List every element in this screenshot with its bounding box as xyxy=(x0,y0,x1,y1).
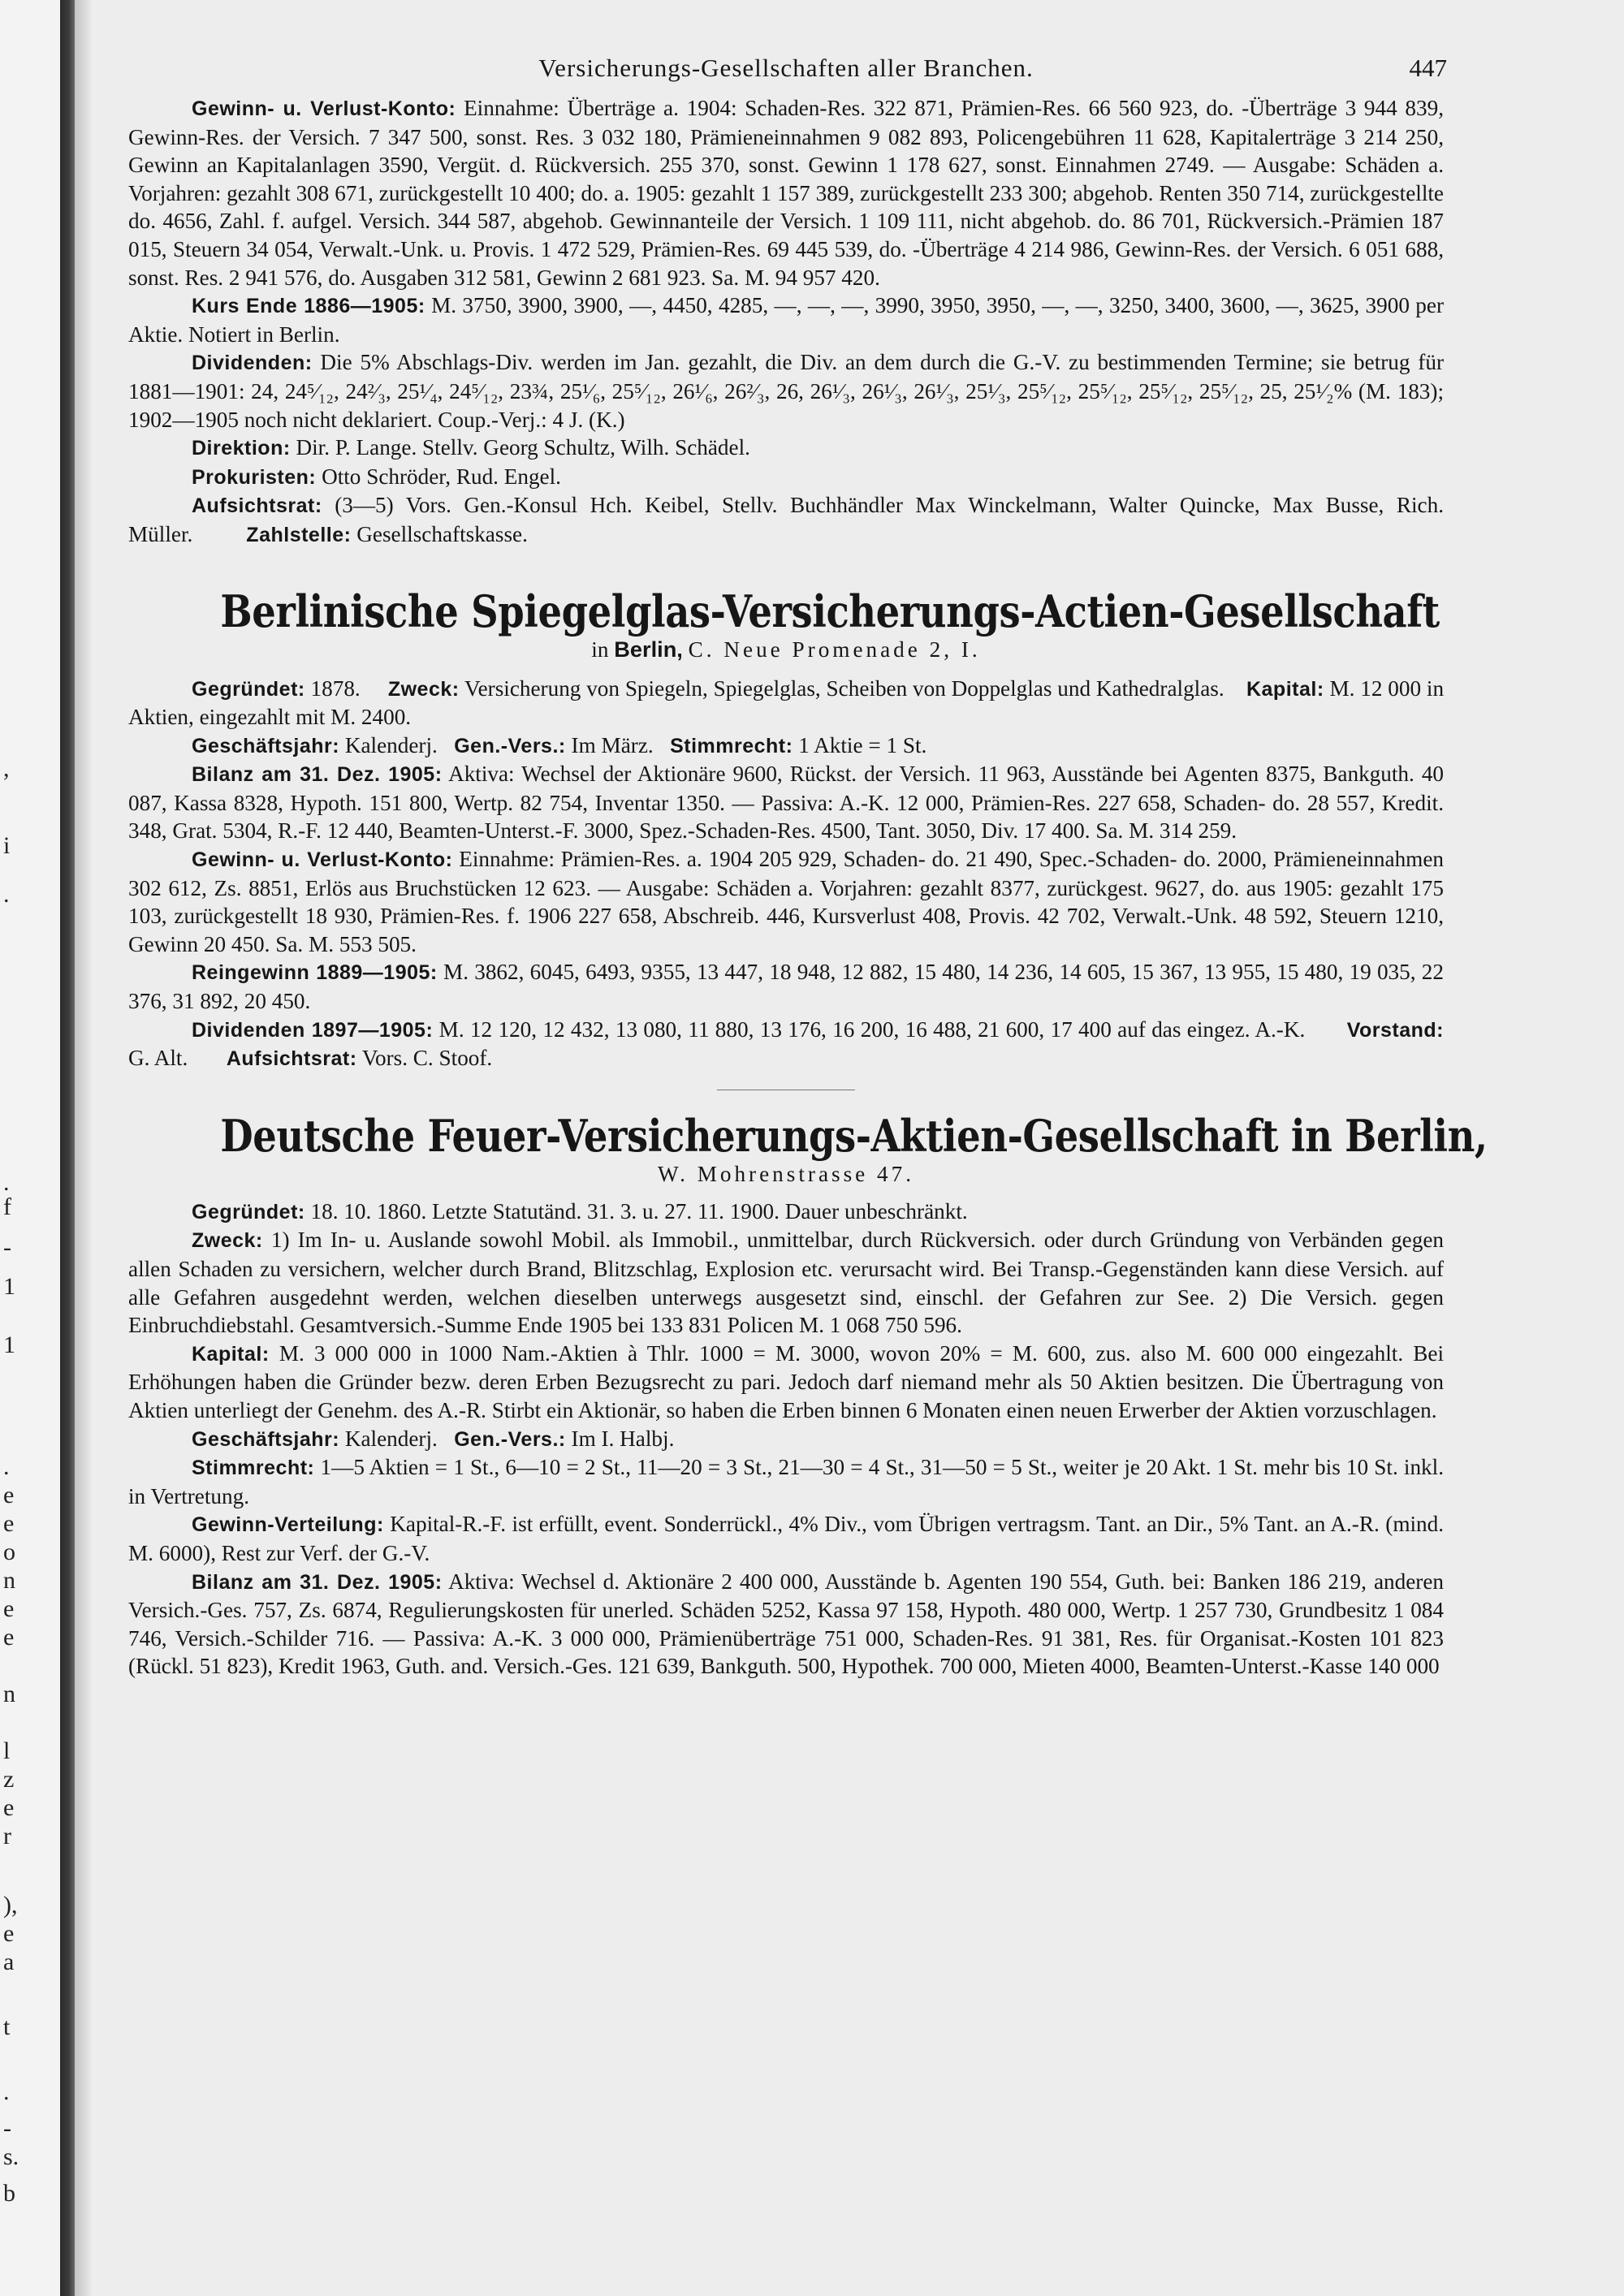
margin-fragment: 1 xyxy=(3,1331,15,1358)
text-kapital: M. 3 000 000 in 1000 Nam.-Aktien à Thlr. 1000 = M. 3000, wovon 20% = M. 600, zus. also M. 600 000 eingezahlt. Bei Erhöhungen haben die Gründer bezw. deren Erben Bezugsrecht zu pari. Jedoch darf niemand mehr als 50 Aktien besitzen. Die Übertragung von Aktien unterliegt der Genehm. des A.-R. Stirbt ein Aktionär, so haben die Erben binnen 6 Monaten einen neuen Erwerber der Aktien vorzuschlagen. xyxy=(128,1340,1444,1422)
text-bilanz: Aktiva: Wechsel d. Aktionäre 2 400 000, Ausstände b. Agenten 190 554, Guth. bei: Banken 186 219, anderen Versich.-Ges. 757, Zs. 6874, Regulierungskosten für unerled. Schäden 5252, Kassa 97 158, Hypoth. 480 000, Wertp. 1 257 730, Grundbesitz 1 084 746, Versich.-Schilder 716. — Passiva: A.-K. 3 000 000, Prämienüberträge 751 000, Schaden-Res. 91 381, Res. für Organisat.-Kosten 101 823 (Rückl. 51 823), Kredit 1963, Guth. and. Versich.-Ges. 121 639, Bankguth. 500, Hypothek. 700 000, Mieten 4000, Beamten-Unterst.-Kasse 140 000 xyxy=(128,1569,1444,1679)
label-kapital: Kapital: xyxy=(1246,677,1324,701)
text-stimmrecht: 1 Aktie = 1 St. xyxy=(798,732,927,757)
label-prokuristen: Prokuristen: xyxy=(192,465,317,489)
company-address: W. Mohrenstrasse 47. xyxy=(657,1161,915,1186)
margin-fragment: t xyxy=(3,2013,11,2040)
gegruendet xyxy=(128,1198,1444,1227)
reingewinn xyxy=(128,958,1444,1015)
label-bilanz: Bilanz am 31. Dez. 1905: xyxy=(192,763,443,787)
text-gen-vers: Im I. Halbj. xyxy=(571,1426,675,1451)
address-city: Berlin, xyxy=(614,636,683,662)
label-geschaeftsjahr: Geschäftsjahr: xyxy=(192,1427,340,1451)
margin-fragment: r xyxy=(3,1823,11,1849)
page-content xyxy=(128,49,1488,1681)
bilanz xyxy=(128,760,1444,845)
label-gegruendet: Gegründet: xyxy=(192,677,305,701)
geschaeftsjahr xyxy=(128,1425,1444,1454)
label-kurs: Kurs Ende 1886—1905: xyxy=(192,295,425,318)
text-reingewinn: M. 3862, 6045, 6493, 9355, 13 447, 18 948, 12 882, 15 480, 14 236, 14 605, 15 367, 13 955, 15 480, 19 035, 22 376, 31 892, 20 450. xyxy=(128,960,1444,1014)
label-aufsichtsrat: Aufsichtsrat: xyxy=(192,494,322,518)
geschaeftsjahr xyxy=(128,732,1444,761)
text-zahlstelle: Gesellschaftskasse. xyxy=(356,521,528,546)
label-dividenden: Dividenden: xyxy=(192,352,313,375)
dividenden-2 xyxy=(128,1016,1444,1073)
margin-fragment: a xyxy=(3,1949,15,1975)
company-berlinische-spiegelglas xyxy=(128,587,1444,1073)
text-gewinn-verteilung: Kapital-R.-F. ist erfüllt, event. Sonderrückl., 4% Div., vom Übrigen vertragsm. Tant. an Dir., 5% Tant. an A.-R. (mind. M. 6000), Rest zur Verf. der G.-V. xyxy=(128,1512,1445,1565)
text-kurs: M. 3750, 3900, 3900, —, 4450, 4285, —, —, —, 3990, 3950, 3950, —, —, 3250, 3400, 3600, —, 3625, 3900 per Aktie. Notiert in Berlin. xyxy=(128,293,1445,347)
gegruendet-zweck-kapital xyxy=(128,675,1444,732)
gewinn-verlust-konto-2 xyxy=(128,845,1444,958)
stimmrecht xyxy=(128,1453,1444,1510)
label-direktion: Direktion: xyxy=(192,437,291,460)
company-address xyxy=(128,636,1444,663)
margin-fragment: . xyxy=(3,881,10,908)
text-direktion: Dir. P. Lange. Stellv. Georg Schultz, Wilh. Schädel. xyxy=(296,435,750,460)
text-vorstand: G. Alt. xyxy=(128,1046,188,1071)
company-deutsche-feuer xyxy=(128,1109,1488,1681)
text-prokuristen: Otto Schröder, Rud. Engel. xyxy=(322,464,561,489)
margin-fragment: e xyxy=(3,1794,15,1821)
gewinn-verlust-konto-1 xyxy=(128,94,1444,291)
text-aufsichtsrat: (3—5) Vors. Gen.-Konsul Hch. Keibel, Stellv. Buchhändler Max Winckelmann, Walter Quincke, Max Busse, Rich. Müller. xyxy=(128,493,1445,546)
text-dividenden: M. 12 120, 12 432, 13 080, 11 880, 13 176, 16 200, 16 488, 21 600, 17 400 auf das eingez. A.-K. xyxy=(438,1016,1306,1042)
entry-continued xyxy=(128,94,1444,550)
bilanz xyxy=(128,1568,1444,1681)
margin-fragment: e xyxy=(3,1510,15,1537)
gewinn-verteilung xyxy=(128,1510,1444,1567)
margin-fragment: e xyxy=(3,1595,15,1622)
label-stimmrecht: Stimmrecht: xyxy=(192,1457,315,1480)
margin-fragment: b xyxy=(3,2180,15,2207)
running-head-title: Versicherungs-Gesellschaften aller Branchen. xyxy=(538,54,1034,82)
left-margin-strip xyxy=(0,0,60,2296)
margin-fragment: o xyxy=(3,1539,15,1565)
margin-fragment: - xyxy=(3,2115,11,2142)
label-reingewinn: Reingewinn 1889—1905: xyxy=(192,961,438,985)
label-gewinn-verlust: Gewinn- u. Verlust-Konto: xyxy=(192,848,453,872)
kurs-ende xyxy=(128,291,1444,348)
margin-fragment: - xyxy=(3,1234,11,1261)
company-title: Berlinische Spiegelglas-Versicherungs-Actien-Gesellschaft xyxy=(220,585,1440,637)
running-head xyxy=(128,49,1447,94)
label-geschaeftsjahr: Geschäftsjahr: xyxy=(192,734,340,757)
margin-fragment: i xyxy=(3,832,11,859)
label-gewinn-verlust: Gewinn- u. Verlust-Konto: xyxy=(192,97,456,120)
label-zahlstelle: Zahlstelle: xyxy=(246,523,352,546)
label-vorstand: Vorstand: xyxy=(1346,1018,1445,1042)
margin-fragment: f xyxy=(3,1193,11,1220)
direktion xyxy=(128,434,1444,463)
text-zweck: 1) Im In- u. Auslande sowohl Mobil. als Immobil., unmittelbar, durch Rückversich. oder durch Gründung von Verbänden gegen allen Schaden zu versichern, welcher durch Brand, Blitzschlag, Explosion etc. verursacht wird. Bei Transp.-Gegenständen kann diese Versich. auf alle Gefahren ausgedehnt werden, welchen dieselben unterwegs ausgesetzt sind, einschl. der Gefahren zur See. 2) Die Versich. gegen Einbruchdiebstahl. Gesamtversich.-Summe Ende 1905 bei 133 831 Policen M. 1 068 750 596. xyxy=(128,1228,1444,1338)
page-number: 447 xyxy=(1409,54,1447,82)
book-gutter xyxy=(60,0,75,2296)
text-gewinn-verlust: Einnahme: Prämien-Res. a. 1904 205 929, Schaden- do. 21 490, Spec.-Schaden- do. 2000, Prämieneinnahmen 302 612, Zs. 8851, Erlös aus Bruchstücken 12 623. — Ausgabe: Schäden a. Vorjahren: gezahlt 8377, zurückgest. 9627, do. aus 1905: gezahlt 175 103, zurückgestellt 18 930, Prämien-Res. f. 1906 227 658, Abschreib. 446, Kursverlust 408, Provis. 42 702, Verwalt.-Unk. 48 592, Steuern 1210, Gewinn 20 450. Sa. M. 553 505. xyxy=(128,847,1444,956)
label-aufsichtsrat: Aufsichtsrat: xyxy=(226,1047,357,1071)
text-zweck: Versicherung von Spiegeln, Spiegelglas, Scheiben von Doppelglas und Kathedralglas. xyxy=(464,675,1224,701)
text-gegruendet: 18. 10. 1860. Letzte Statutänd. 31. 3. u. 27. 11. 1900. Dauer unbeschränkt. xyxy=(310,1198,968,1224)
margin-fragment: e xyxy=(3,1624,15,1651)
text-geschaeftsjahr: Kalenderj. xyxy=(344,732,438,757)
text-bilanz: Aktiva: Wechsel der Aktionäre 9600, Rückst. der Versich. 11 963, Ausstände bei Agenten 8375, Bankguth. 40 087, Kassa 8328, Hypoth. 151 800, Wertp. 82 754, Inventar 1350. — Passiva: A.-K. 12 000, Prämien-Res. 227 658, Schaden- do. 28 557, Kredit. 348, Grat. 5304, R.-F. 12 440, Beamten-Unterst.-F. 3000, Spez.-Schaden-Res. 4500, Tant. 3050, Div. 17 400. Sa. M. 314 259. xyxy=(128,762,1445,844)
address-street: C. Neue Promenade 2, I. xyxy=(688,637,981,662)
margin-fragment: . xyxy=(3,1453,10,1480)
aufsichtsrat-1 xyxy=(128,491,1444,549)
zweck xyxy=(128,1226,1444,1339)
text-gen-vers: Im März. xyxy=(571,732,654,757)
margin-fragment: . xyxy=(3,1169,10,1196)
label-kapital: Kapital: xyxy=(192,1342,270,1366)
margin-fragment: 1 xyxy=(3,1273,15,1300)
text-kapital: M. 12 000 in Aktien, eingezahlt mit M. 2400. xyxy=(128,675,1445,730)
label-bilanz: Bilanz am 31. Dez. 1905: xyxy=(192,1570,443,1594)
label-gewinn-verteilung: Gewinn-Verteilung: xyxy=(192,1513,384,1537)
label-zweck: Zweck: xyxy=(387,677,460,701)
label-gen-vers: Gen.-Vers.: xyxy=(454,734,566,757)
margin-fragment: e xyxy=(3,1482,15,1508)
text-gewinn-verlust: Einnahme: Überträge a. 1904: Schaden-Res. 322 871, Prämien-Res. 66 560 923, do. -Überträge 3 944 839, Gewinn-Res. der Versich. 7 347 500, sonst. Res. 3 032 180, Prämieneinnahmen 9 082 893, Policengebühren 11 628, Kapitalerträge 3 214 250, Gewinn an Kapitalanlagen 3590, Vergüt. d. Rückversich. 255 370, sonst. Gewinn 1 178 627, sonst. Einnahmen 2749. — Ausgabe: Schäden a. Vorjahren: gezahlt 308 671, zurückgestellt 10 400; do. a. 1905: gezahlt 1 157 389, zurückgestellt 233 300; abgehob. Renten 350 714, zurückgestellte do. 4656, Zahl. f. aufgel. Versich. 344 587, abgehob. Gewinnanteile der Versich. 1 109 111, nicht abgehob. do. 86 701, Rückversich.-Prämien 187 015, Steuern 34 054, Verwalt.-Unk. u. Provis. 1 472 529, Prämien-Res. 69 445 539, do. -Überträge 4 214 986, Gewinn-Res. der Versich. 6 051 688, sonst. Res. 2 941 576, do. Ausgaben 312 581, Gewinn 2 681 923. Sa. M. 94 957 420. xyxy=(128,96,1445,290)
margin-fragment: n xyxy=(3,1567,15,1594)
label-gen-vers: Gen.-Vers.: xyxy=(454,1427,566,1451)
margin-fragment: , xyxy=(3,755,10,782)
margin-fragment: e xyxy=(3,1920,15,1947)
margin-fragment: . xyxy=(3,2078,10,2105)
company-title: Deutsche Feuer-Versicherungs-Aktien-Gesellschaft in Berlin, xyxy=(220,1109,1488,1162)
text-stimmrecht: 1—5 Aktien = 1 St., 6—10 = 2 St., 11—20 = 3 St., 21—30 = 4 St., 31—50 = 5 St., weiter je 20 Akt. 1 St. mehr bis 10 St. inkl. in Vertretung. xyxy=(128,1455,1444,1508)
label-dividenden: Dividenden 1897—1905: xyxy=(192,1018,434,1042)
label-stimmrecht: Stimmrecht: xyxy=(670,734,793,757)
prokuristen xyxy=(128,463,1444,492)
margin-fragment: l xyxy=(3,1737,11,1764)
label-zweck: Zweck: xyxy=(192,1229,263,1253)
text-gegruendet: 1878. xyxy=(310,675,361,701)
gutter-shadow xyxy=(75,0,93,2296)
address-prefix: in xyxy=(591,637,609,662)
margin-fragment: z xyxy=(3,1766,15,1793)
margin-fragment: s. xyxy=(3,2143,19,2170)
text-aufsichtsrat: Vors. C. Stoof. xyxy=(361,1046,493,1071)
margin-fragment: n xyxy=(3,1681,15,1707)
text-dividenden: Die 5% Abschlags-Div. werden im Jan. gezahlt, die Div. an dem durch die G.-V. zu bestimmenden Termine; sie betrug für 1881—1901: 24, 24⁵⁄₁₂, 24²⁄₃, 25¹⁄₄, 24⁵⁄₁₂, 23¾, 25¹⁄₆, 25⁵⁄₁₂, 26¹⁄₆, 26²⁄₃, 26, 26¹⁄₃, 26¹⁄₃, 26¹⁄₃, 25¹⁄₃, 25⁵⁄₁₂, 25⁵⁄₁₂, 25⁵⁄₁₂, 25⁵⁄₁₂, 25, 25¹⁄₂% (M. 183); 1902—1905 noch nicht deklariert. Coup.-Verj.: 4 J. (K.) xyxy=(128,350,1445,432)
margin-fragment: ), xyxy=(3,1892,18,1918)
label-gegruendet: Gegründet: xyxy=(192,1200,305,1224)
text-geschaeftsjahr: Kalenderj. xyxy=(344,1426,438,1451)
kapital xyxy=(128,1340,1444,1425)
dividenden-1 xyxy=(128,348,1444,434)
